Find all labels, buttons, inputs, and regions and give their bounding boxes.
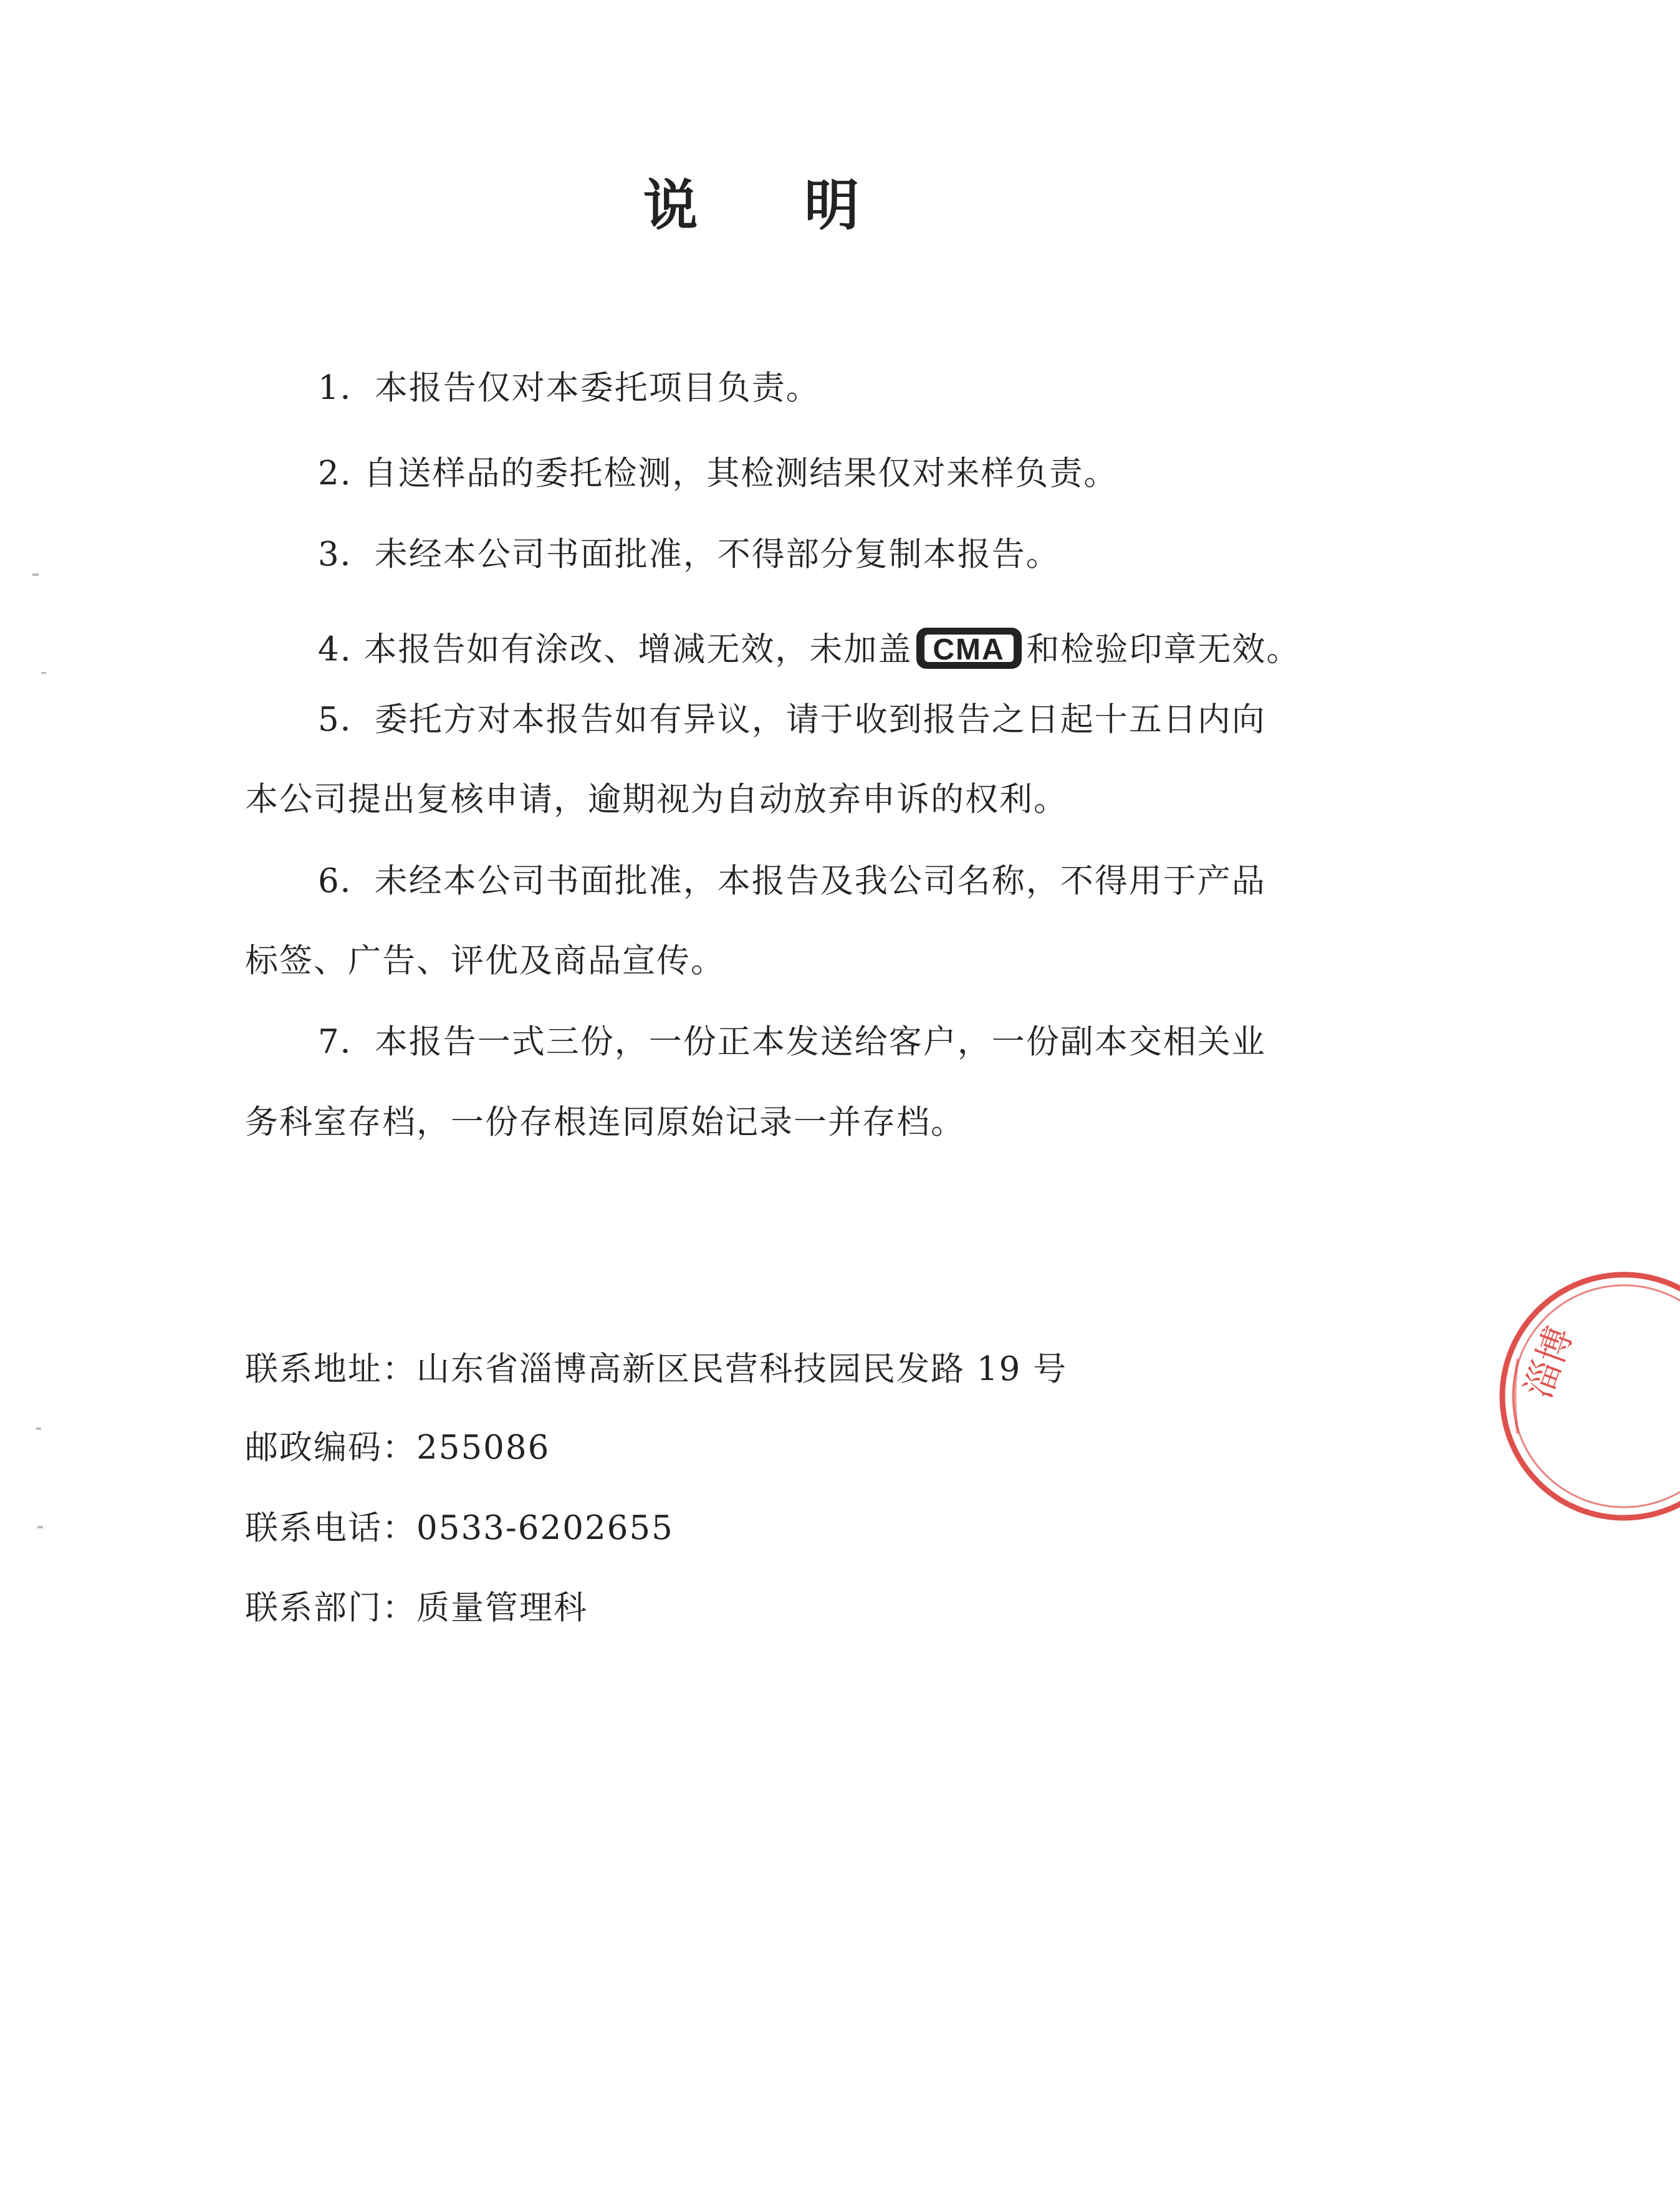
- note-item-6-line-2: 标签、广告、评优及商品宣传。: [245, 942, 725, 980]
- page-title: 说 明: [643, 173, 903, 237]
- note-item-1: 1．本报告仅对本委托项目负责。: [318, 369, 820, 407]
- scan-speck: [37, 1526, 43, 1528]
- contact-postcode: 邮政编码：255086: [245, 1429, 550, 1467]
- note-item-5-line-1: 5．委托方对本报告如有异议，请于收到报告之日起十五日内向: [318, 701, 1266, 739]
- note-item-6-line-1: 6．未经本公司书面批准，本报告及我公司名称，不得用于产品: [318, 862, 1266, 900]
- note-item-3: 3．未经本公司书面批准，不得部分复制本报告。: [318, 535, 1060, 573]
- note-item-2: 2. 自送样品的委托检测，其检测结果仅对来样负责。: [318, 454, 1118, 492]
- scan-speck: [36, 1427, 41, 1430]
- contact-phone: 联系电话：0533-6202655: [245, 1509, 674, 1547]
- note-item-5-line-2: 本公司提出复核申请，逾期视为自动放弃申诉的权利。: [245, 780, 1068, 818]
- scan-speck: [41, 672, 46, 674]
- scan-speck: [32, 573, 39, 576]
- cma-mark-icon: [914, 626, 1024, 671]
- note-item-4: [318, 630, 1300, 674]
- contact-address: 联系地址：山东省淄博高新区民营科技园民发路 19 号: [245, 1350, 1068, 1388]
- company-seal-stamp: [1493, 1265, 1680, 1527]
- note-item-4-after: 和检验印章无效。: [1026, 630, 1301, 669]
- note-item-7-line-2: 务科室存档，一份存根连同原始记录一并存档。: [245, 1103, 965, 1141]
- cma-mark-text: CMA: [933, 633, 1006, 666]
- seal-text: 淄博: [1517, 1321, 1582, 1404]
- note-item-4-before: 4. 本报告如有涂改、增减无效，未加盖: [318, 630, 913, 669]
- note-item-7-line-1: 7．本报告一式三份，一份正本发送给客户，一份副本交相关业: [318, 1023, 1266, 1061]
- contact-department: 联系部门：质量管理科: [245, 1589, 588, 1627]
